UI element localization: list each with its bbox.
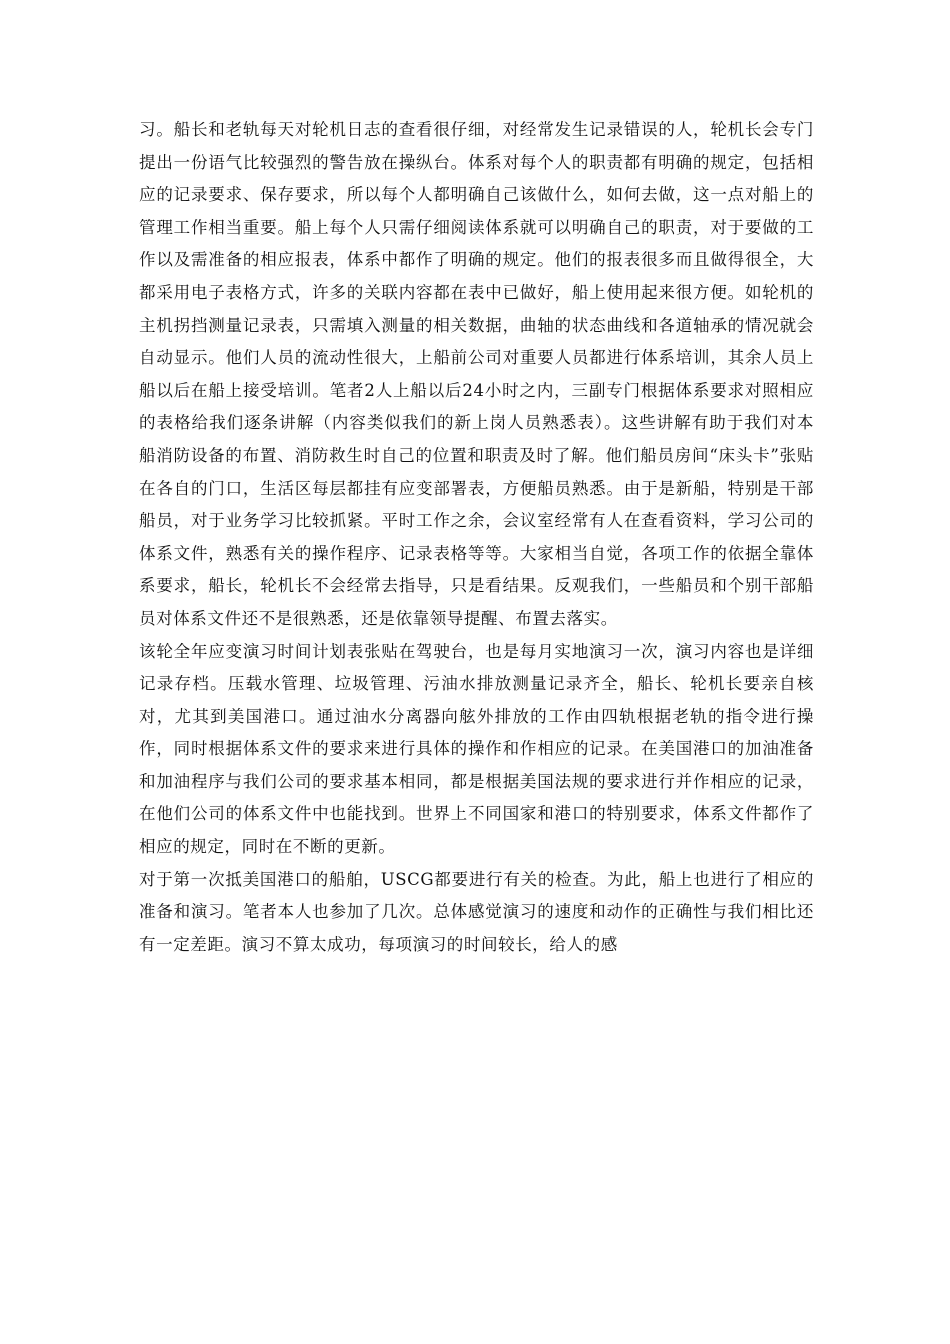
paragraph-2: 该轮全年应变演习时间计划表张贴在驾驶台，也是每月实地演习一次，演习内容也是详细记录存档。压载水管理、垃圾管理、污油水排放测量记录齐全，船长、轮机长要亲自核对，尤其到美国港口。通过油水分离器向舷外排放的工作由四轨根据老轨的指令进行操作，同时根据体系文件的要求来进行具体的操作和作相应的记录。在美国港口的加油准备和加油程序与我们公司的要求基本相同，都是根据美国法规的要求进行并作相应的记录，在他们公司的体系文件中也能找到。世界上不同国家和港口的特别要求，体系文件都作了相应的规定，同时在不断的更新。 xyxy=(139,641,814,857)
paragraph-3: 对于第一次抵美国港口的船舶，USCG都要进行有关的检查。为此，船上也进行了相应的准备和演习。笔者本人也参加了几次。总体感觉演习的速度和动作的正确性与我们相比还有一定差距。演习不算太成功，每项演习的时间较长，给人的感 xyxy=(139,869,814,954)
document-body xyxy=(139,114,814,961)
paragraph-1: 习。船长和老轨每天对轮机日志的查看很仔细，对经常发生记录错误的人，轮机长会专门提出一份语气比较强烈的警告放在操纵台。体系对每个人的职责都有明确的规定，包括相应的记录要求、保存要求，所以每个人都明确自己该做什么，如何去做，这一点对船上的管理工作相当重要。船上每个人只需仔细阅读体系就可以明确自己的职责，对于要做的工作以及需准备的相应报表，体系中都作了明确的规定。他们的报表很多而且做得很全，大都采用电子表格方式，许多的关联内容都在表中已做好，船上使用起来很方便。如轮机的主机拐挡测量记录表，只需填入测量的相关数据，曲轴的状态曲线和各道轴承的情况就会自动显示。他们人员的流动性很大，上船前公司对重要人员都进行体系培训，其余人员上船以后在船上接受培训。笔者2人上船以后24小时之内，三副专门根据体系要求对照相应的表格给我们逐条讲解（内容类似我们的新上岗人员熟悉表）。这些讲解有助于我们对本船消防设备的布置、消防救生时自己的位置和职责及时了解。他们船员房间“床头卡”张贴在各自的门口，生活区每层都挂有应变部署表，方便船员熟悉。由于是新船，特别是干部船员，对于业务学习比较抓紧。平时工作之余，会议室经常有人在查看资料，学习公司的体系文件，熟悉有关的操作程序、记录表格等等。大家相当自觉，各项工作的依据全靠体系要求，船长，轮机长不会经常去指导，只是看结果。反观我们，一些船员和个别干部船员对体系文件还不是很熟悉，还是依靠领导提醒、布置去落实。 xyxy=(139,120,814,628)
